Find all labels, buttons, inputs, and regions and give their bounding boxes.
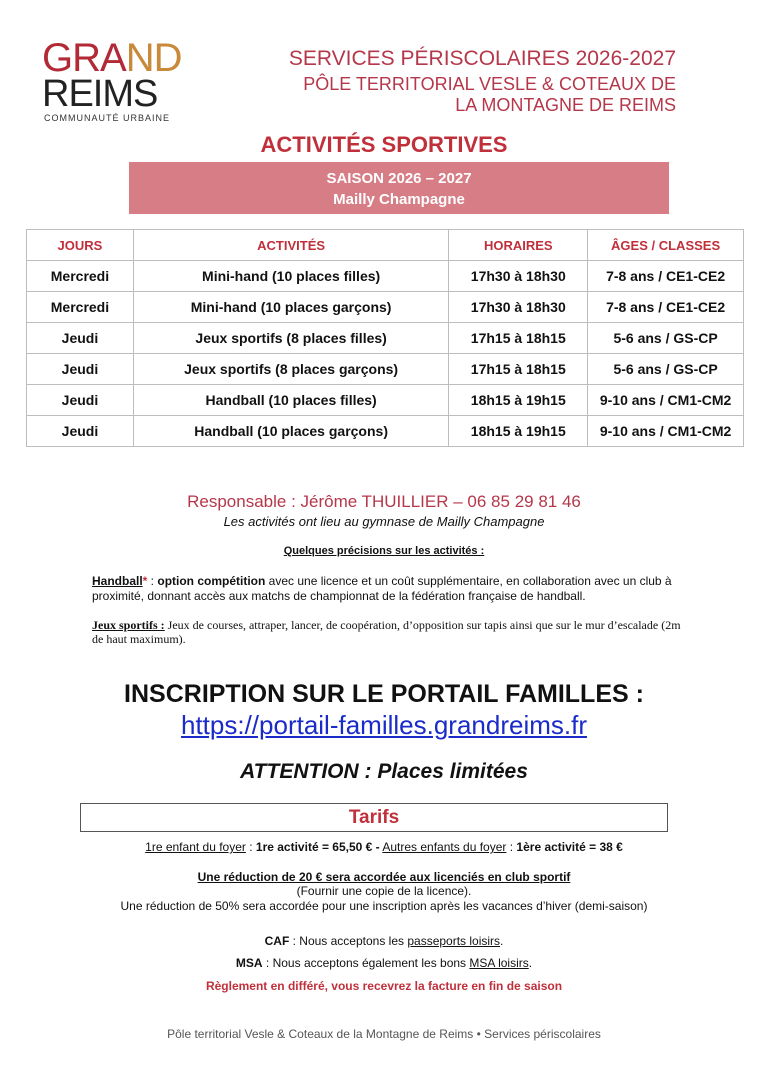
header-pole-line2: LA MONTAGNE DE REIMS xyxy=(455,95,676,115)
col-header-activites: ACTIVITÉS xyxy=(133,230,448,261)
reglement-note: Règlement en différé, vous recevrez la facture en fin de saison xyxy=(205,979,563,993)
portail-link[interactable]: https://portail-familles.grandreims.fr xyxy=(180,710,588,740)
cell-activite: Jeux sportifs (8 places garçons) xyxy=(133,354,448,385)
cell-age: 7-8 ans / CE1-CE2 xyxy=(588,261,744,292)
cell-jour: Jeudi xyxy=(27,323,134,354)
cell-activite: Jeux sportifs (8 places filles) xyxy=(133,323,448,354)
schedule-table xyxy=(26,229,744,447)
logo-grand-text xyxy=(42,38,181,78)
tarif-line: 1re enfant du foyer : 1re activité = 65,50 € - Autres enfants du foyer : 1ère activité = 38 € xyxy=(145,840,623,854)
cell-horaire: 17h30 à 18h30 xyxy=(449,261,588,292)
col-header-ages: ÂGES / CLASSES xyxy=(588,230,744,261)
col-header-horaires: HORAIRES xyxy=(449,230,588,261)
logo-reims-text: REIMS xyxy=(42,73,158,115)
cell-horaire: 18h15 à 19h15 xyxy=(449,385,588,416)
cell-activite: Mini-hand (10 places filles) xyxy=(133,261,448,292)
caf-label: CAF xyxy=(264,934,290,948)
handball-star: * xyxy=(142,574,148,588)
table-row xyxy=(27,323,744,354)
handball-paragraph: Handball* : option compétition avec une licence et un coût supplémentaire, en collaboration avec un club à proximité, donnant accès aux matchs de championnat de la fédération française de handball. xyxy=(92,574,672,603)
header-title: SERVICES PÉRISCOLAIRES 2026-2027 xyxy=(288,47,676,70)
table-header-row xyxy=(27,230,744,261)
cell-horaire: 17h15 à 18h15 xyxy=(449,323,588,354)
responsable-line: Responsable : Jérôme THUILLIER – 06 85 29 81 46 xyxy=(187,492,581,511)
logo-subtitle: COMMUNAUTÉ URBAINE xyxy=(44,113,171,123)
cell-age: 7-8 ans / CE1-CE2 xyxy=(588,292,744,323)
jeux-paragraph xyxy=(92,618,692,646)
table-row xyxy=(27,416,744,447)
saison-location: Mailly Champagne xyxy=(333,191,465,208)
col-header-jours: JOURS xyxy=(27,230,134,261)
logo-grand-word: GRAND xyxy=(42,36,182,80)
cell-jour: Jeudi xyxy=(27,354,134,385)
first-activity-price: 1re activité = 65,50 € - xyxy=(255,840,380,854)
cell-horaire: 17h15 à 18h15 xyxy=(449,354,588,385)
cell-age: 5-6 ans / GS-CP xyxy=(588,354,744,385)
msa-label: MSA xyxy=(235,956,263,970)
msa-text: : Nous acceptons également les bons xyxy=(262,956,470,970)
reduction-licence: Une réduction de 20 € sera accordée aux licenciés en club sportif xyxy=(197,870,571,884)
handball-option: option compétition xyxy=(157,574,266,588)
saison-banner xyxy=(129,162,669,214)
cell-activite: Handball (10 places filles) xyxy=(133,385,448,416)
table-row xyxy=(27,292,744,323)
attention-notice: ATTENTION : Places limitées xyxy=(240,760,528,783)
caf-text: : Nous acceptons les xyxy=(289,934,408,948)
cell-age: 9-10 ans / CM1-CM2 xyxy=(588,385,744,416)
table-row xyxy=(27,385,744,416)
licence-note: (Fournir une copie de la licence). xyxy=(296,884,472,898)
caf-line: CAF : Nous acceptons les passeports loisirs. xyxy=(264,934,504,948)
msa-link: MSA loisirs xyxy=(469,956,529,970)
header-pole-line1: PÔLE TERRITORIAL VESLE & COTEAUX DE xyxy=(303,74,676,94)
cell-age: 9-10 ans / CM1-CM2 xyxy=(588,416,744,447)
msa-line: MSA : Nous acceptons également les bons MSA loisirs. xyxy=(235,956,533,970)
cell-activite: Mini-hand (10 places garçons) xyxy=(133,292,448,323)
jeux-label: Jeux sportifs : xyxy=(92,618,165,632)
cell-jour: Mercredi xyxy=(27,261,134,292)
cell-jour: Jeudi xyxy=(27,416,134,447)
cell-horaire: 18h15 à 19h15 xyxy=(449,416,588,447)
other-children-label: Autres enfants du foyer xyxy=(382,840,507,854)
inscription-heading: INSCRIPTION SUR LE PORTAIL FAMILLES : xyxy=(124,680,644,708)
table-row xyxy=(27,354,744,385)
handball-label: Handball xyxy=(92,574,143,588)
grand-reims-logo xyxy=(42,38,192,128)
caf-link: passeports loisirs xyxy=(407,934,501,948)
precisions-title: Quelques précisions sur les activités : xyxy=(283,545,485,557)
jeux-text: Jeux de courses, attraper, lancer, de coopération, d’opposition sur tapis ainsi que sur le mur d’escalade (2m de haut maximum). xyxy=(92,618,681,646)
cell-jour: Jeudi xyxy=(27,385,134,416)
tarifs-title: Tarifs xyxy=(80,803,668,832)
other-activity-price: 1ère activité = 38 € xyxy=(516,840,623,854)
activities-title: ACTIVITÉS SPORTIVES xyxy=(260,132,508,157)
page-footer: Pôle territorial Vesle & Coteaux de la Montagne de Reims • Services périscolaires xyxy=(167,1027,601,1041)
table-row xyxy=(27,261,744,292)
first-child-label: 1re enfant du foyer xyxy=(145,840,246,854)
cell-jour: Mercredi xyxy=(27,292,134,323)
cell-age: 5-6 ans / GS-CP xyxy=(588,323,744,354)
saison-label: SAISON 2026 – 2027 xyxy=(326,170,472,187)
handball-text: avec une licence et un coût supplémentaire, en collaboration avec un club à proximité, donnant accès aux matchs de championnat de la fédération française de handball. xyxy=(92,574,672,603)
gymnase-note: Les activités ont lieu au gymnase de Mailly Champagne xyxy=(223,514,545,529)
demi-saison-note: Une réduction de 50% sera accordée pour une inscription après les vacances d’hiver (demi-saison) xyxy=(120,899,648,913)
cell-horaire: 17h30 à 18h30 xyxy=(449,292,588,323)
cell-activite: Handball (10 places garçons) xyxy=(133,416,448,447)
